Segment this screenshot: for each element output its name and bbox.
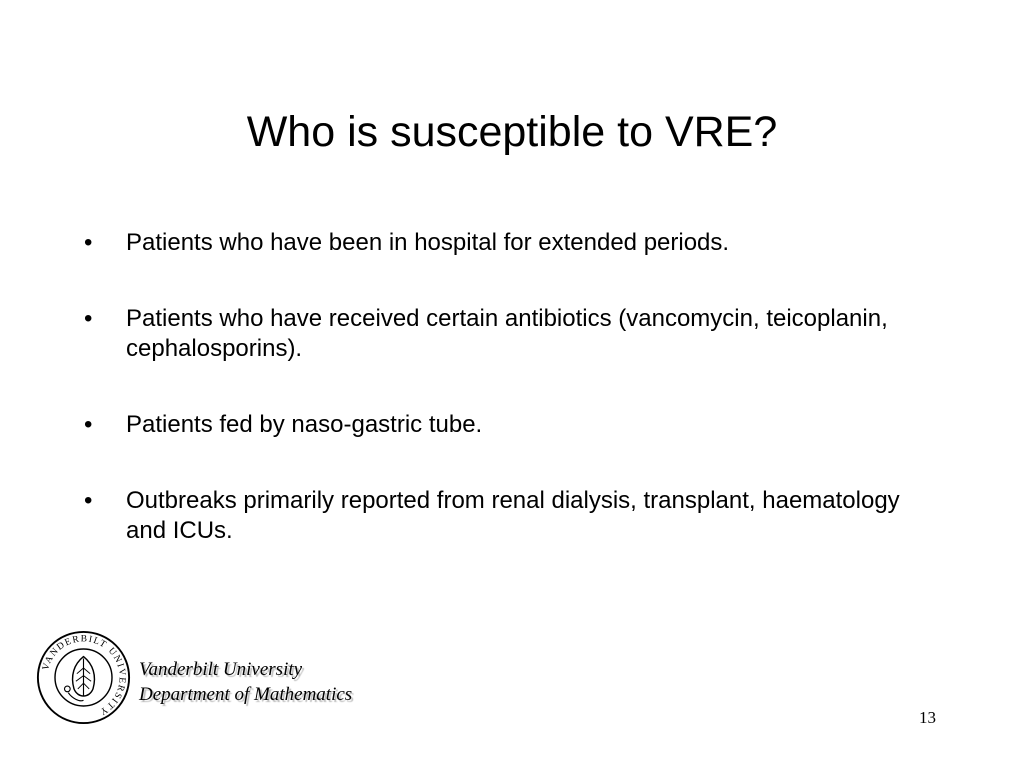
- list-item: [84, 410, 944, 440]
- department-name: Department of Mathematics: [139, 684, 353, 705]
- page-number: 13: [919, 708, 936, 727]
- bullet-text: Patients fed by naso-gastric tube.: [126, 411, 483, 438]
- bullet-list: [84, 228, 944, 592]
- institution-name: [139, 657, 352, 707]
- university-name: Vanderbilt University: [139, 659, 303, 680]
- bullet-text: Patients who have been in hospital for extended periods.: [126, 229, 730, 256]
- bullet-dot-icon: •: [84, 305, 93, 332]
- bullet-dot-icon: •: [84, 229, 93, 256]
- slide-title: Who is susceptible to VRE?: [246, 108, 778, 156]
- bullet-dot-icon: •: [84, 411, 93, 438]
- svg-text:VANDERBILT UNIVERSITY: VANDERBILT UNIVERSITY: [41, 634, 127, 717]
- list-item: [84, 486, 944, 546]
- list-item: [84, 304, 944, 364]
- bullet-text: Outbreaks primarily reported from renal dialysis, transplant, haematology and ICUs.: [126, 487, 900, 544]
- vanderbilt-seal-icon: [36, 630, 131, 725]
- bullet-dot-icon: •: [84, 487, 93, 514]
- bullet-text: Patients who have received certain antibiotics (vancomycin, teicoplanin, cephalosporins).: [126, 305, 888, 362]
- list-item: [84, 228, 944, 258]
